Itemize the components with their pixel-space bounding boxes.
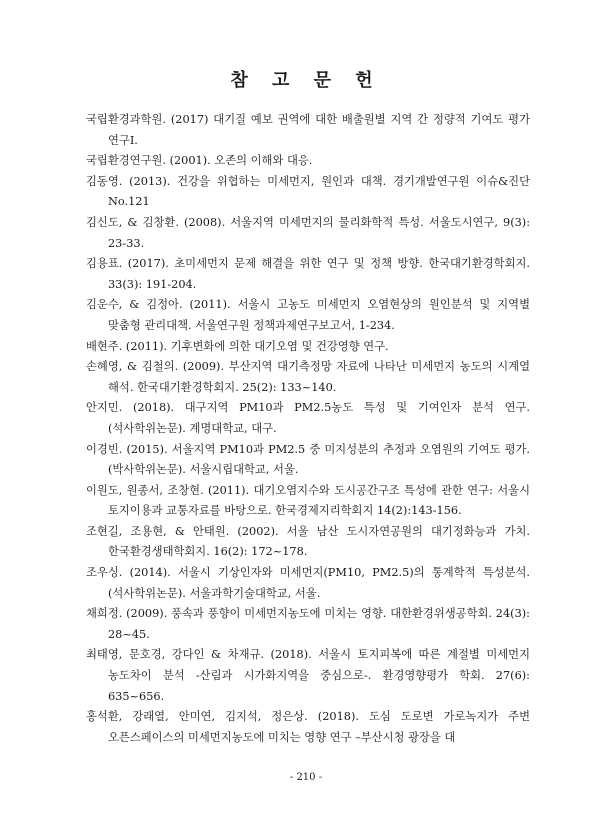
reference-entry: 조현길, 조용현, & 안태원. (2002). 서울 남산 도시자연공원의 대기정화능과 가치. 한국환경생태학회지. 16(2): 172~178. [86, 524, 530, 559]
reference-entry: 배현주. (2011). 기후변화에 의한 대기오염 및 건강영향 연구. [86, 339, 389, 353]
reference-list [86, 110, 530, 748]
reference-entry: 조우싱. (2014). 서울시 기상인자와 미세먼지(PM10, PM2.5)의 통계학적 특성분석. (석사학위논문). 서울과학기술대학교, 서울. [86, 566, 530, 600]
reference-entry: 국립환경연구원. (2001). 오존의 이해와 대응. [86, 154, 313, 168]
reference-entry: 홍석환, 강래열, 안미연, 김지석, 정은상. (2018). 도심 도로변 가로녹지가 주변 오픈스페이스의 미세먼지농도에 미치는 영향 연구 –부산시청 광장을 대 [86, 710, 530, 744]
reference-entry: 국립환경과학원. (2017) 대기질 예보 권역에 대한 배출원별 지역 간 정량적 기여도 평가 연구Ⅰ. [86, 113, 530, 147]
reference-entry: 김신도, & 김창환. (2008). 서울지역 미세먼지의 물리화학적 특성. 서울도시연구, 9(3): 23-33. [86, 215, 530, 250]
reference-entry: 김동영. (2013). 건강을 위협하는 미세먼지, 원인과 대책. 경기개발연구원 이슈&진단 No.121 [86, 174, 530, 209]
reference-entry: 최태영, 문호경, 강다인 & 차재규. (2018). 서울시 토지피복에 따른 계절별 미세먼지 농도차이 분석 -산림과 시가화지역을 중심으로-. 환경영향평가 학회. 27(6): 635~656. [86, 648, 530, 703]
reference-entry: 이경빈. (2015). 서울지역 PM10과 PM2.5 중 미지성분의 추정과 오염원의 기여도 평가. (박사학위논문). 서울시립대학교, 서울. [86, 442, 530, 477]
reference-entry: 손혜영, & 김철의. (2009). 부산지역 대기측정망 자료에 나타난 미세먼지 농도의 시계열 해석. 한국대기환경학회지. 25(2): 133~140. [86, 360, 530, 394]
reference-entry: 채희정. (2009). 풍속과 풍향이 미세먼지농도에 미치는 영향. 대한환경위생공학회. 24(3): 28~45. [86, 607, 530, 641]
reference-entry: 안지민. (2018). 대구지역 PM10과 PM2.5농도 특성 및 기여인자 분석 연구. (석사학위논문). 계명대학교, 대구. [86, 401, 530, 435]
page-title: 참 고 문 헌 [230, 70, 382, 91]
reference-entry: 김운수, & 김정아. (2011). 서울시 고농도 미세먼지 오염현상의 원인분석 및 지역별 맞춤형 관리대책. 서울연구원 정책과제연구보고서, 1-234. [86, 298, 530, 332]
reference-entry: 김용표. (2017). 초미세먼지 문제 해결을 위한 연구 및 정책 방향. 한국대기환경학회지. 33(3): 191-204. [86, 257, 530, 291]
page-number: - 210 - [289, 772, 323, 783]
reference-entry: 이원도, 원종서, 조창현. (2011). 대기오염지수와 도시공간구조 특성에 관한 연구: 서울시 토지이용과 교통자료를 바탕으로. 한국경제지리학회지 14(2):143-156. [86, 483, 530, 518]
